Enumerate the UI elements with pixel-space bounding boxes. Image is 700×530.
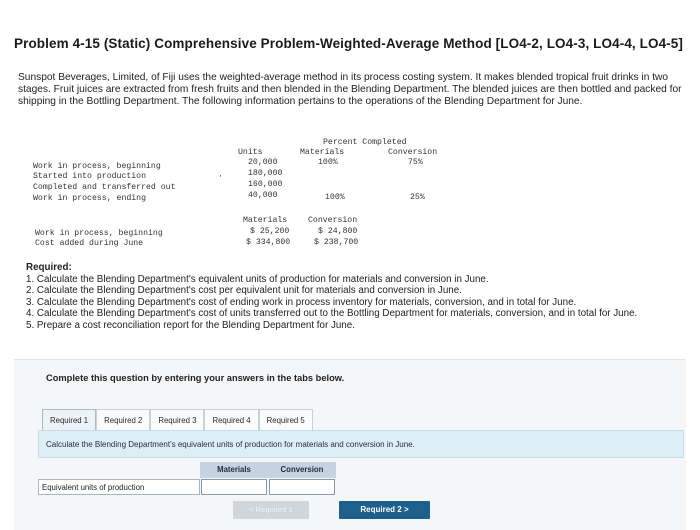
units-row-label: Work in process, beginning	[33, 162, 161, 171]
cost-row-conversion: $ 24,800	[318, 227, 358, 236]
materials-eu-input[interactable]	[201, 479, 267, 495]
cost-row-label: Cost added during June	[35, 239, 144, 248]
units-header: Units	[238, 148, 263, 157]
required-item: 2. Calculate the Blending Department's cost per equivalent unit for materials and conversion in June.	[26, 285, 462, 297]
units-row-units: 180,000	[248, 169, 283, 178]
units-row-units: 160,000	[248, 180, 283, 189]
cost-row-materials: $ 25,200	[250, 227, 290, 236]
required-item: 4. Calculate the Blending Department's cost of units transferred out to the Bottling Department for materials, conversion, and in total for June.	[26, 308, 638, 320]
question-text: Calculate the Blending Department's equivalent units of production for materials and conversion in June.	[38, 430, 684, 458]
conversion-eu-input[interactable]	[269, 479, 335, 495]
panel-instruction: Complete this question by entering your answers in the tabs below.	[46, 373, 345, 383]
required-heading: Required:	[26, 262, 72, 273]
tab-required-2[interactable]: Required 2	[96, 409, 150, 431]
units-row-units: 40,000	[248, 191, 278, 200]
grid-header-conversion: Conversion	[268, 462, 336, 478]
cost-row-label: Work in process, beginning	[35, 229, 163, 238]
tab-required-1[interactable]: Required 1	[42, 409, 96, 431]
materials-header: Materials	[300, 148, 345, 157]
units-row-conversion: 25%	[410, 193, 425, 202]
units-row-materials: 100%	[325, 193, 345, 202]
cost-conversion-header: Conversion	[308, 216, 358, 225]
page-title: Problem 4-15 (Static) Comprehensive Problem-Weighted-Average Method [LO4-2, LO4-3, LO4-4, LO4-5]	[14, 36, 683, 51]
conversion-header: Conversion	[388, 148, 438, 157]
cost-materials-header: Materials	[243, 216, 288, 225]
required-item: 5. Prepare a cost reconciliation report for the Blending Department for June.	[26, 319, 355, 331]
percent-completed-header: Percent Completed	[323, 138, 407, 147]
tab-required-5[interactable]: Required 5	[259, 409, 313, 431]
required-item: 3. Calculate the Blending Department's cost of ending work in process inventory for materials, conversion, and in total for June.	[26, 296, 577, 308]
units-row-label: Started into production	[33, 172, 147, 181]
next-required-button[interactable]: Required 2 >	[339, 501, 430, 519]
tab-required-3[interactable]: Required 3	[150, 409, 204, 431]
required-list	[26, 262, 686, 332]
grid-header-materials: Materials	[200, 462, 268, 478]
required-item: 1. Calculate the Blending Department's equivalent units of production for materials and conversion in June.	[26, 273, 489, 285]
equivalent-units-label: Equivalent units of production	[38, 479, 200, 495]
problem-intro: Sunspot Beverages, Limited, of Fiji uses the weighted-average method in its process costing system. It makes blended tropical fruit drinks in two stages. Fruit juices are extracted from fresh fruits and then blended in the Blending Department. The blended juices are then bottled and packed for shipping in the Bottling Department. The following information pertains to the operations of the Blending Department for June.	[18, 72, 682, 107]
tab-required-4[interactable]: Required 4	[204, 409, 258, 431]
bullet-dot: ·	[218, 172, 223, 181]
units-row-label: Work in process, ending	[33, 194, 147, 203]
prev-required-button[interactable]: < Required 1	[233, 501, 309, 519]
units-row-label: Completed and transferred out	[33, 183, 176, 192]
units-row-materials: 100%	[318, 158, 338, 167]
required-tabs	[42, 409, 313, 431]
cost-row-conversion: $ 238,700	[314, 238, 359, 247]
units-row-conversion: 75%	[408, 158, 423, 167]
cost-table	[0, 0, 700, 250]
cost-row-materials: $ 334,800	[246, 238, 291, 247]
units-row-units: 20,000	[248, 158, 278, 167]
